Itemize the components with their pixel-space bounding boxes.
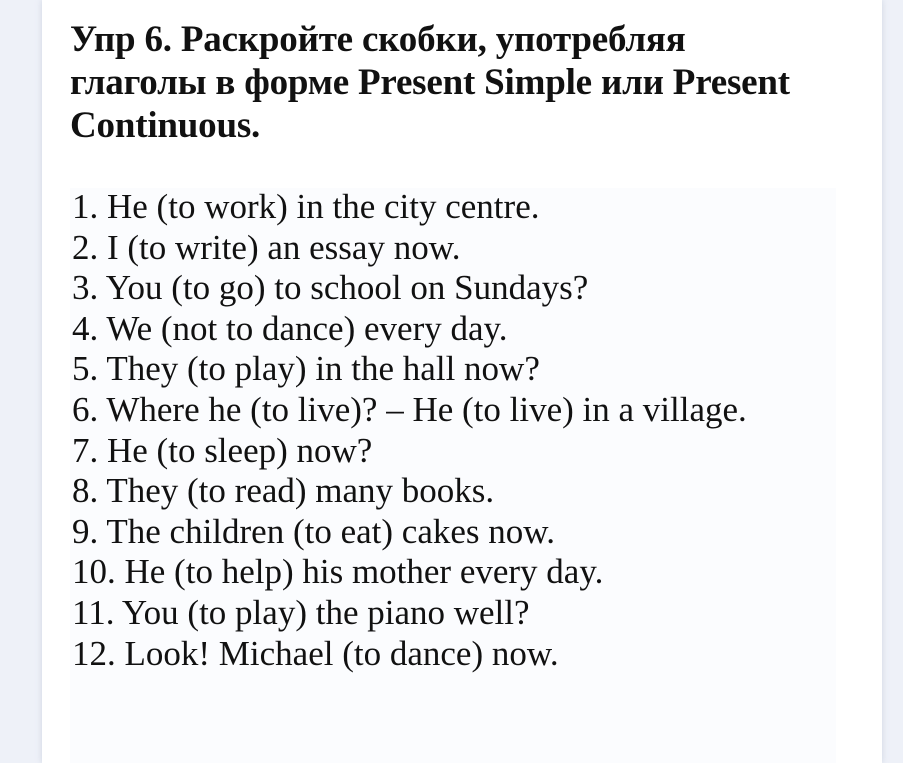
exercise-list (72, 187, 832, 674)
exercise-item-11: 11. You (to play) the piano well? (72, 592, 530, 632)
exercise-item-6: 6. Where he (to live)? – He (to live) in a village. (72, 389, 747, 429)
exercise-item-3: 3. You (to go) to school on Sundays? (72, 268, 589, 308)
exercise-item-10: 10. He (to help) his mother every day. (72, 552, 604, 592)
exercise-item-2: 2. I (to write) an essay now. (72, 227, 461, 267)
exercise-item-1: 1. He (to work) in the city centre. (72, 187, 540, 226)
exercise-title: Упр 6. Раскройте скобки, употребляя глаголы в форме Present Simple или Present Continuous. (70, 19, 790, 146)
exercise-item-12: 12. Look! Michael (to dance) now. (72, 633, 559, 673)
exercise-item-8: 8. They (to read) many books. (72, 471, 495, 511)
exercise-item-4: 4. We (not to dance) every day. (72, 308, 508, 348)
exercise-item-7: 7. He (to sleep) now? (72, 430, 373, 470)
exercise-item-5: 5. They (to play) in the hall now? (72, 349, 540, 389)
exercise-item-9: 9. The children (to eat) cakes now. (72, 511, 556, 551)
